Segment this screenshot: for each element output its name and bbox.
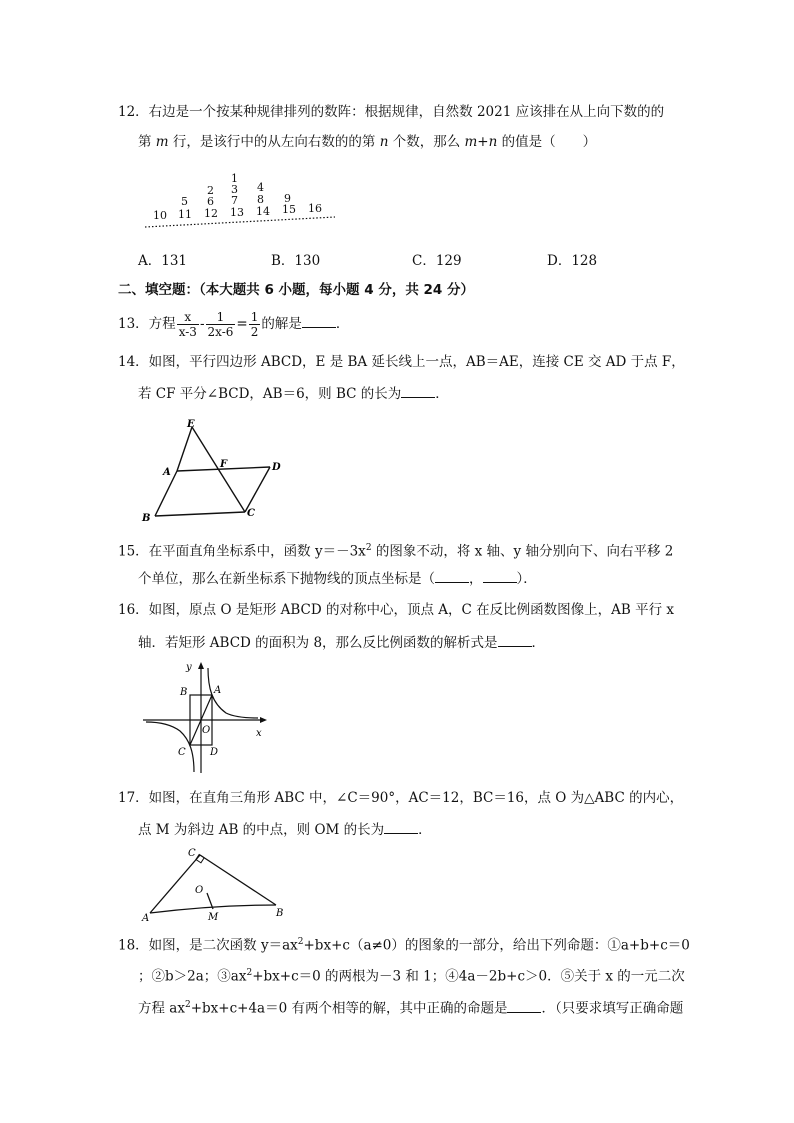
label-c: C: [188, 848, 196, 859]
label-f: F: [220, 459, 228, 470]
label-o: O: [202, 725, 211, 736]
hyperbola-figure: [138, 658, 273, 776]
q17-line1: 17．如图，在直角三角形 ABC 中，∠C＝90°，AC＝12，BC＝16，点 O 为△ABC 的内心，: [118, 790, 684, 806]
q15-line2: 个单位，那么在新坐标系下抛物线的顶点坐标是（ ， ）．: [138, 568, 537, 589]
q16-line1: 16．如图，原点 O 是矩形 ABCD 的对称中心，顶点 A，C 在反比例函数图像上，AB 平行 x: [118, 602, 675, 618]
triangle-number: 7: [231, 194, 238, 207]
q13-line: 13．方程 $\frac{x}{x-3}$ - $\frac{1}{2x-6}$ = $\frac{1}{2}$ 的解是 ．: [118, 310, 350, 339]
label-b: B: [142, 513, 151, 524]
q17-line2: 点 M 为斜边 AB 的中点，则 OM 的长为 ．: [138, 819, 432, 840]
answer-blank-y[interactable]: [483, 568, 517, 583]
q18-line1: 18．如图，是二次函数 $y=ax^2+bx+c(a\ne 0)$的图象的一部分，给出下列命题：①a+b+c＝0: [118, 937, 690, 954]
triangle-figure: [140, 843, 300, 923]
label-a: A: [163, 467, 171, 478]
fraction-1: $\frac{x}{x-3}$: [178, 310, 197, 339]
label-d: D: [210, 747, 219, 758]
q12-option-b[interactable]: B．130: [271, 253, 321, 269]
q12-option-a[interactable]: A．131: [138, 253, 188, 269]
answer-blank[interactable]: [507, 998, 541, 1013]
triangle-number: 14: [256, 205, 270, 218]
triangle-number: 11: [178, 208, 192, 221]
q14-line1: 14．如图，平行四边形 ABCD，E 是 BA 延长线上一点，AB＝AE，连接 CE 交 AD 于点 F，: [118, 354, 685, 370]
label-a: A: [214, 685, 222, 696]
answer-blank[interactable]: [401, 383, 435, 398]
triangle-number: 3: [231, 183, 238, 196]
q15-line1: 15．在平面直角坐标系中，函数 $y=-3x^2$ 的图象不动，将 x 轴、y 轴分别向下、向右平移 2: [118, 543, 674, 560]
answer-blank[interactable]: [498, 632, 532, 647]
triangle-number: 6: [207, 195, 214, 208]
q12-option-d[interactable]: D．128: [547, 253, 598, 269]
label-c: C: [178, 747, 186, 758]
q18-line3: 方程 $ax^2+bx+c+4a=0$ 有两个相等的解，其中正确的命题是 ．（只要求填写正确命题: [138, 995, 683, 1019]
fraction-2: $\frac{1}{2x-6}$: [207, 310, 234, 339]
triangle-number: 16: [308, 202, 322, 215]
label-y: y: [186, 662, 192, 673]
q18-line2: ；②b＞2a；$③ax^2+bx+c=0$ 的两根为－3 和 1；④4a－2b+c＞0．⑤关于 x 的一元二次: [138, 968, 685, 985]
number-triangle: [145, 168, 345, 228]
label-m: M: [208, 912, 219, 923]
triangle-number: 1: [231, 172, 238, 185]
q12-line2: 第 m 行，是该行中的从左向右数的的第 n 个数，那么 m+n 的值是（ ）: [138, 134, 597, 150]
section2-heading: 二、填空题：（本大题共 6 小题，每小题 4 分，共 24 分）: [118, 282, 475, 298]
label-c: C: [247, 508, 255, 519]
triangle-number: 9: [284, 192, 291, 205]
q12-line1: 12．右边是一个按某种规律排列的数阵：根据规律，自然数 2021 应该排在从上向下数的的: [118, 104, 665, 120]
triangle-number: 8: [257, 193, 264, 206]
parallelogram-figure: [135, 415, 295, 530]
label-b: B: [180, 687, 188, 698]
q12-option-c[interactable]: C．129: [412, 253, 462, 269]
triangle-number: 15: [282, 203, 296, 216]
triangle-number: 12: [204, 207, 218, 220]
triangle-dotted-line: [145, 168, 345, 228]
answer-blank[interactable]: [302, 313, 336, 328]
label-o: O: [195, 885, 204, 896]
triangle-number: 10: [153, 209, 167, 222]
q14-line2: 若 CF 平分∠BCD，AB＝6，则 BC 的长为 ．: [138, 383, 449, 404]
label-a: A: [142, 913, 150, 923]
triangle-number: 4: [257, 181, 264, 194]
answer-blank[interactable]: [384, 819, 418, 834]
triangle-number: 2: [207, 184, 214, 197]
triangle-number: 13: [230, 206, 244, 219]
answer-blank-x[interactable]: [435, 568, 469, 583]
label-e: E: [187, 419, 195, 430]
triangle-number: 5: [181, 195, 188, 208]
fraction-3: $\frac{1}{2}$: [250, 310, 259, 339]
label-x: x: [256, 728, 262, 739]
q16-line2: 轴．若矩形 ABCD 的面积为 8，那么反比例函数的解析式是 ．: [138, 632, 545, 653]
label-d: D: [272, 462, 281, 473]
label-b: B: [276, 908, 284, 919]
